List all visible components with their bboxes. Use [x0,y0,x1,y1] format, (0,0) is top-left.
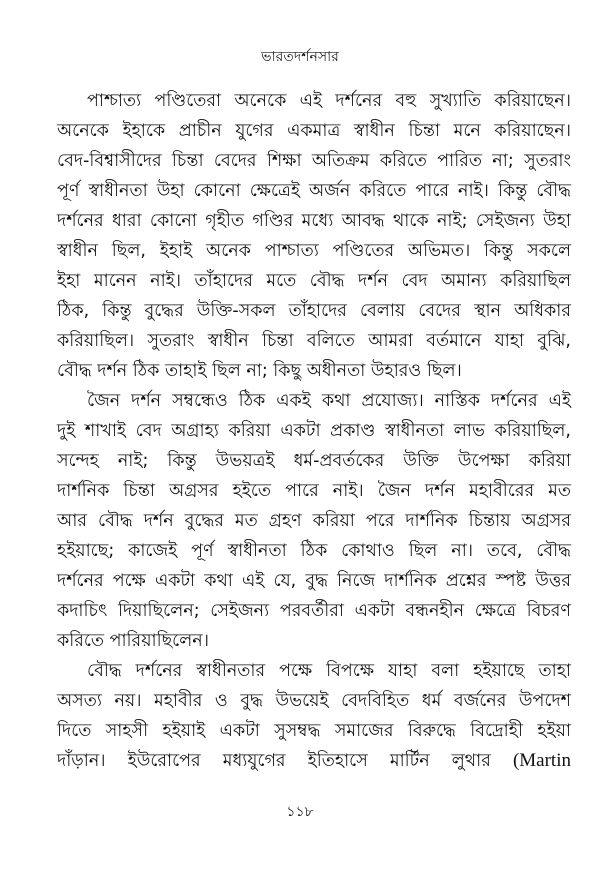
text-line: করিয়াছিল। সুতরাং স্বাধীন চিন্তা বলিতে আমরা বর্তমানে যাহা বুঝি, [57,331,571,351]
text-line: দুই শাখাই বেদ অগ্রাহ্য করিয়া একটা প্রকাণ্ড স্বাধীনতা লাভ করিয়াছিল, [57,421,571,441]
latin-text-segment: (Martin [512,750,571,771]
paragraph-3 [57,656,571,776]
text-line: দর্শনের ধারা কোনো গৃহীত গণ্ডির মধ্যে আবদ্ধ থাকে নাই; সেইজন্য উহা [57,211,571,231]
text-line: দার্শনিক চিন্তা অগ্রসর হইতে পারে নাই। জৈন দর্শন মহাবীরের মত [57,481,571,501]
text-line: করিতে পারিয়াছিলেন। [57,631,209,651]
running-head: ভারতদর্শনসার [261,49,339,65]
text-line: বৌদ্ধ দর্শনের স্বাধীনতার পক্ষে বিপক্ষে যাহা বলা হইয়াছে তাহা [87,661,571,681]
text-line: অনেকে ইহাকে প্রাচীন যুগের একমাত্র স্বাধীন চিন্তা মনে করিয়াছেন। [57,121,571,141]
text-line: ঠিক, কিন্তু বুদ্ধের উক্তি-সকল তাঁহাদের বেলায় বেদের স্থান অধিকার [57,301,571,321]
text-line-with-latin [57,746,571,776]
text-line: জৈন দর্শন সম্বন্ধেও ঠিক একই কথা প্রযোজ্য। নাস্তিক দর্শনের এই [87,391,571,411]
paragraph-2 [57,386,571,656]
text-line: আর বৌদ্ধ দর্শন বুদ্ধের মত গ্রহণ করিয়া পরে দার্শনিক চিন্তায় অগ্রসর [57,511,571,531]
body-text [57,86,571,776]
page-number: ১১৮ [286,804,314,820]
text-line: অসত্য নয়। মহাবীর ও বুদ্ধ উভয়েই বেদবিহিত ধর্ম বর্জনের উপদেশ [57,691,571,711]
text-line: বেদ-বিশ্বাসীদের চিন্তা বেদের শিক্ষা অতিক্রম করিতে পারিত না; সুতরাং [57,151,571,171]
text-line: পাশ্চাত্য পণ্ডিতেরা অনেকে এই দর্শনের বহু সুখ্যাতি করিয়াছেন। [87,91,571,111]
text-line: পূর্ণ স্বাধীনতা উহা কোনো ক্ষেত্রেই অর্জন করিতে পারে নাই। কিন্তু বৌদ্ধ [57,181,571,201]
text-line: দিতে সাহসী হইয়াই একটা সুসম্বদ্ধ সমাজের বিরুদ্ধে বিদ্রোহী হইয়া [57,721,571,741]
text-line: কদাচিৎ দিয়াছিলেন; সেইজন্য পরবর্তীরা একটা বন্ধনহীন ক্ষেত্রে বিচরণ [57,601,571,621]
text-line: সন্দেহ নাই; কিন্তু উভয়ত্রই ধর্ম-প্রবর্তকের উক্তি উপেক্ষা করিয়া [57,451,571,471]
text-segment: দাঁড়ান। ইউরোপের মধ্যযুগের ইতিহাসে মার্টিন লুথার [57,751,491,771]
text-line: স্বাধীন ছিল, ইহাই অনেক পাশ্চাত্য পণ্ডিতের অভিমত। কিন্তু সকলে [57,241,571,261]
text-line: বৌদ্ধ দর্শন ঠিক তাহাই ছিল না; কিছু অধীনতা উহারও ছিল। [57,361,462,381]
text-line: দর্শনের পক্ষে একটা কথা এই যে, বুদ্ধ নিজে দার্শনিক প্রশ্নের স্পষ্ট উত্তর [57,571,571,591]
text-line: ইহা মানেন নাই। তাঁহাদের মতে বৌদ্ধ দর্শন বেদ অমান্য করিয়াছিল [57,271,571,291]
paragraph-1 [57,86,571,386]
text-line: হইয়াছে; কাজেই পূর্ণ স্বাধীনতা ঠিক কোথাও ছিল না। তবে, বৌদ্ধ [57,541,571,561]
